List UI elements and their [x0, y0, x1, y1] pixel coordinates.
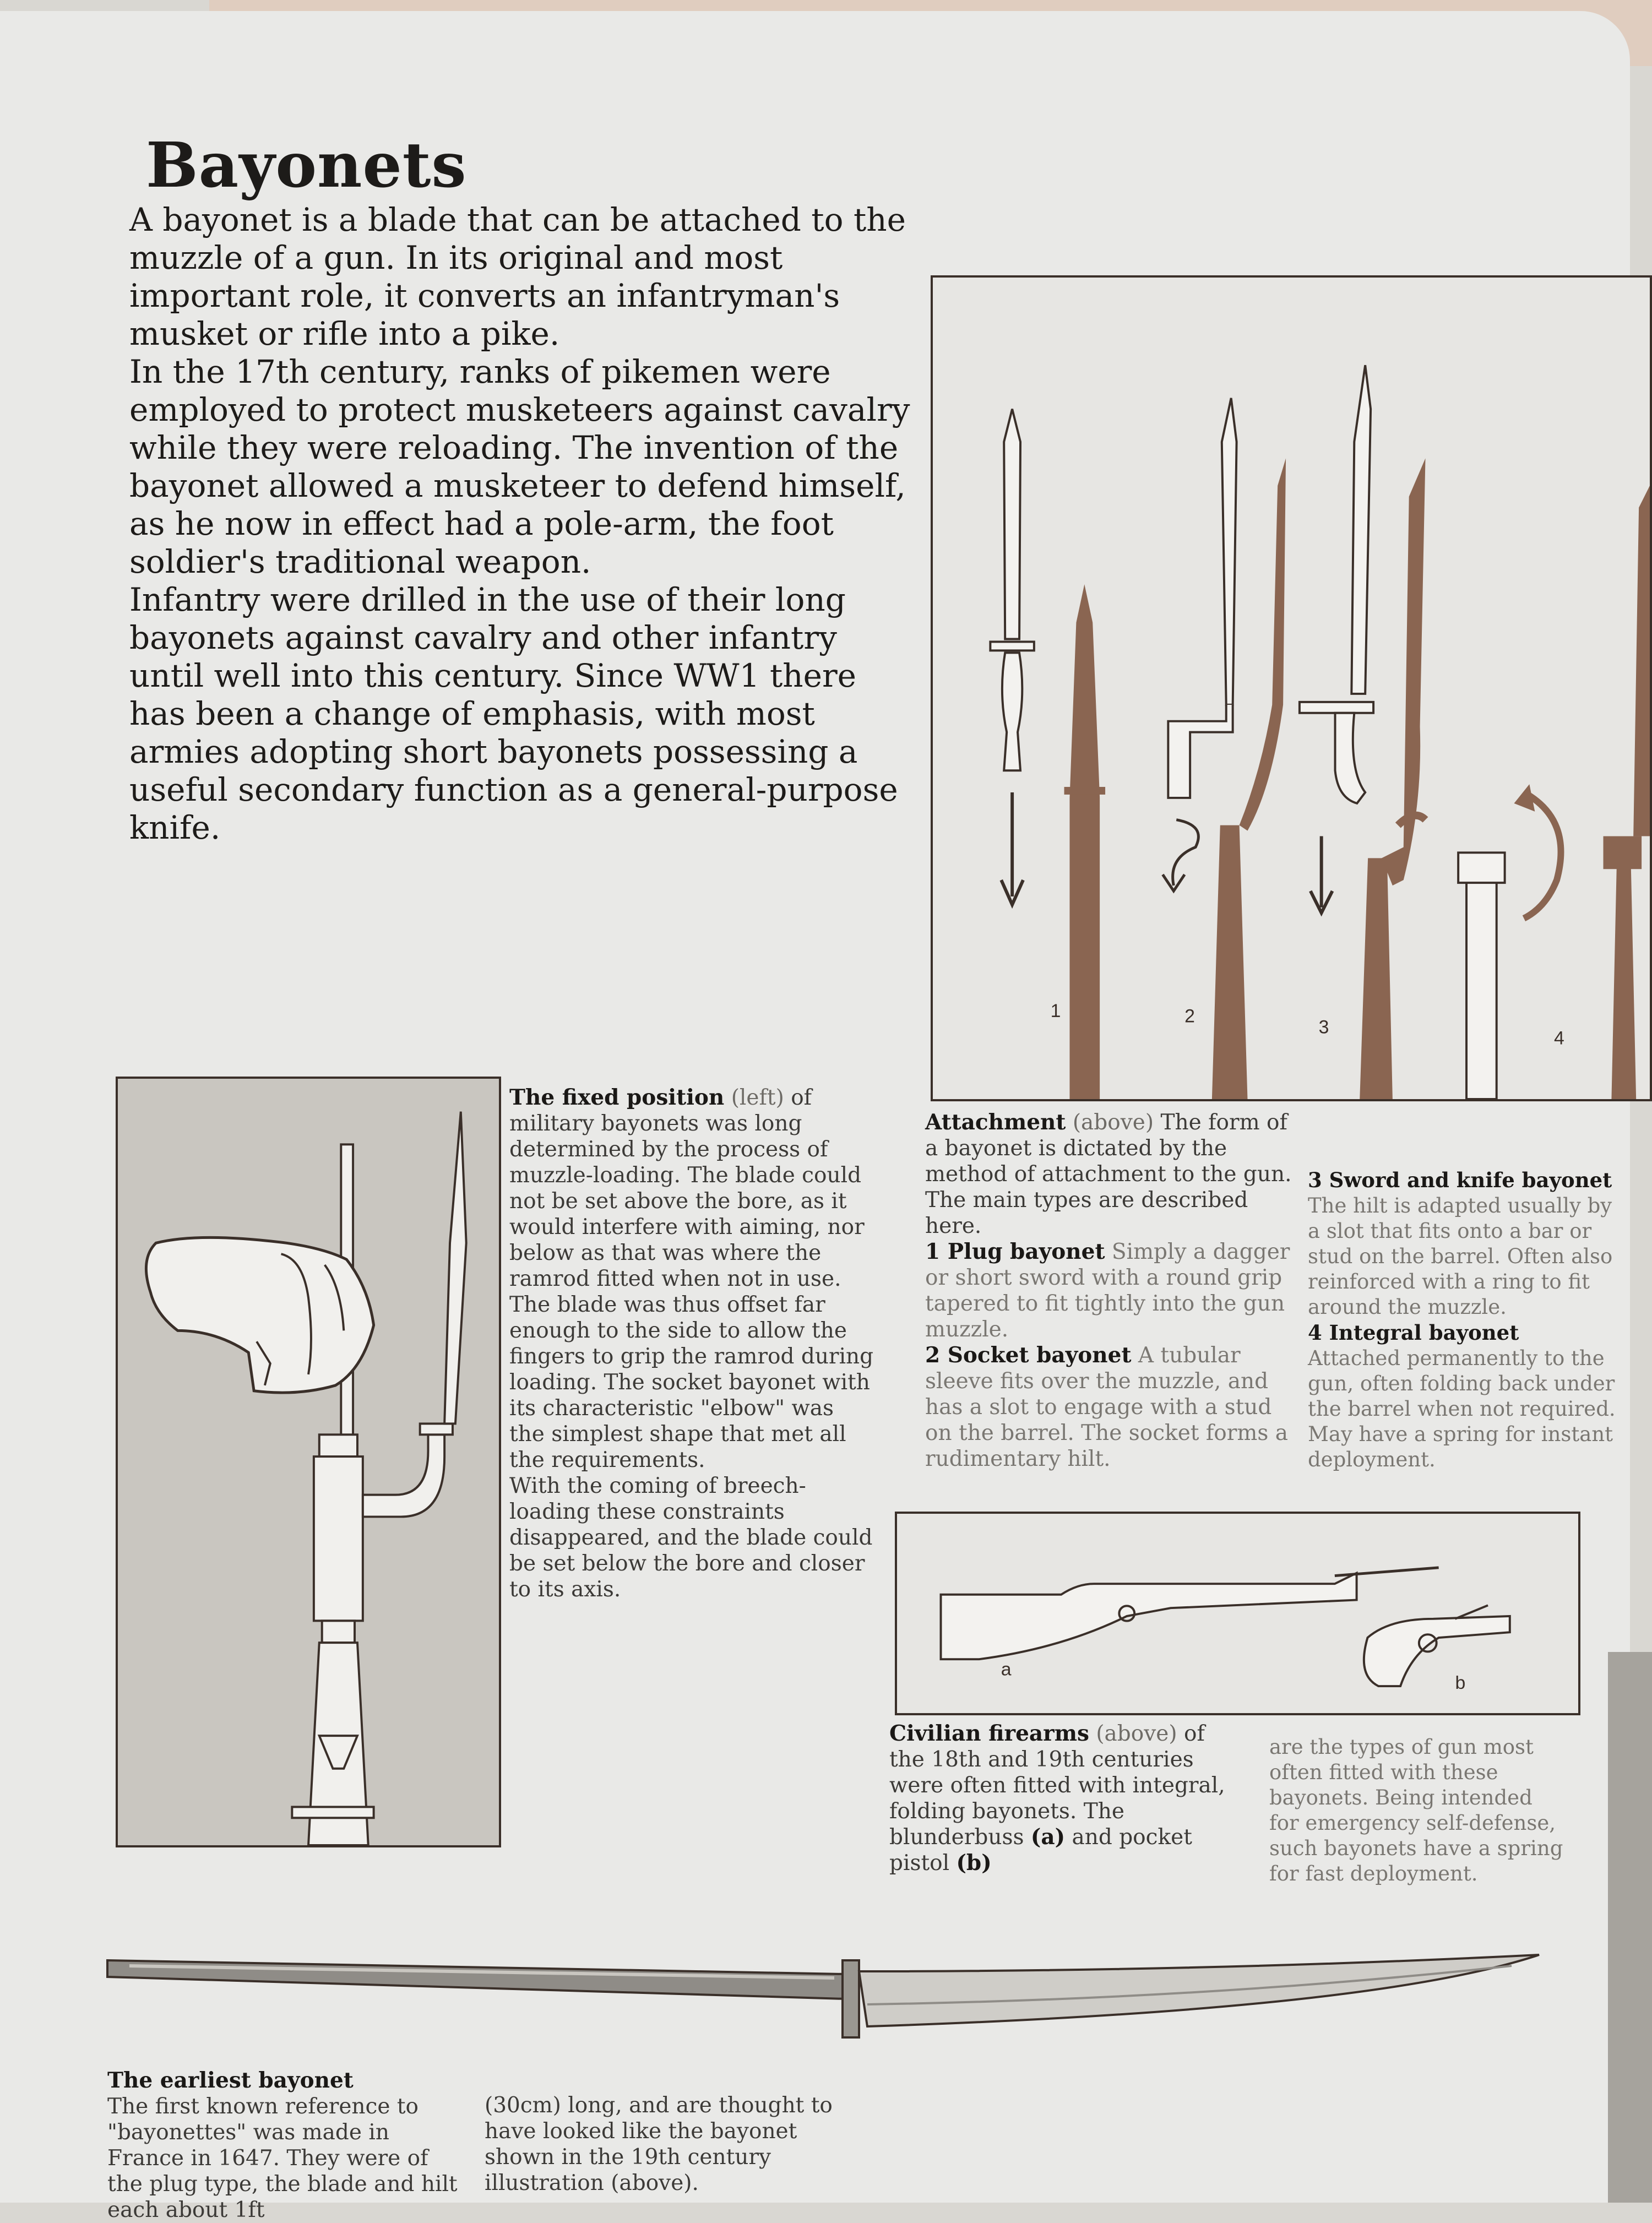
fixed-position-title: The fixed position — [509, 1085, 725, 1110]
earliest-caption-col2 — [485, 2092, 837, 2203]
fixed-position-caption — [509, 1085, 876, 1602]
plug-bayonet-name: 1 Plug bayonet — [925, 1239, 1105, 1264]
civilian-ref-b: (b) — [956, 1850, 992, 1876]
sword-bayonet-illustration — [1300, 365, 1426, 1099]
attachment-figure — [931, 275, 1652, 1101]
musket-and-socket-illustration — [292, 1112, 466, 1845]
civilian-title: Civilian firearms — [889, 1721, 1089, 1746]
figure-number-1: 1 — [1050, 1000, 1061, 1021]
attachment-paren: (above) — [1072, 1110, 1154, 1135]
intro-paragraph-2: In the 17th century, ranks of pikemen were employed to protect musketeers against cavalry while they were reloading. The invention of the bayonet allowed a musketeer to defend himself, as he now in effect had a pole-arm, the foot soldier's traditional weapon. — [129, 353, 910, 580]
civilian-text-and: and pocket pistol — [889, 1825, 1192, 1876]
civilian-ref-a: (a) — [1030, 1824, 1066, 1850]
sword-bayonet-text: The hilt is adapted usually by a slot that fits onto a bar or stud on the barrel. Often also reinforced with a ring to fit around the muzzle. — [1308, 1194, 1613, 1319]
civilian-caption-col1 — [889, 1721, 1231, 1876]
fixed-position-text-1: of military bayonets was long determined by the process of muzzle-loading. The blade could not be set above the bore, as it would interfere with aiming, nor below as that was where the ramrod fitted when not in use. The blade was thus offset far enough to the side to allow the fingers to grip the ramrod during loading. The socket bayonet with its characteristic "elbow" was the simplest shape that met all the requirements. — [509, 1085, 874, 1472]
civilian-label-a: a — [1001, 1659, 1012, 1680]
earliest-caption-col1 — [107, 2068, 465, 2222]
blunderbuss-illustration — [941, 1568, 1438, 1659]
attachment-caption-col1 — [925, 1110, 1300, 1472]
civilian-firearms-figure — [895, 1512, 1580, 1715]
intro-paragraph-3: Infantry were drilled in the use of their long bayonets against cavalry and other infantry until well into this century. Since WW1 there has been a change of emphasis, with most armies adopting short bayonets possessing a useful secondary function as a general-purpose knife. — [129, 581, 898, 846]
attachment-caption-col2 — [1308, 1167, 1616, 1472]
civilian-text-a: of the 18th and 19th centuries were often fitted with integral, folding bayonets. The blunderbuss — [889, 1721, 1225, 1850]
earliest-text-1: The first known reference to "bayonettes" was made in France in 1647. They were of the plug type, the blade and hilt each about 1ft — [107, 2094, 458, 2222]
pocket-pistol-illustration — [1364, 1605, 1510, 1686]
integral-bayonet-name: 4 Integral bayonet — [1308, 1320, 1519, 1345]
fixed-position-text-2: With the coming of breech-loading these constraints disappeared, and the blade could be set below the bore and closer to its axis. — [509, 1474, 873, 1602]
attachment-intro: The form of a bayonet is dictated by the method of attachment to the gun. The main types are described here. — [925, 1110, 1292, 1238]
figure-number-2: 2 — [1184, 1005, 1195, 1027]
earliest-text-2: (30cm) long, and are thought to have looked like the bayonet shown in the 19th century illustration (above). — [485, 2093, 833, 2195]
civilian-paren: (above) — [1096, 1721, 1177, 1746]
civilian-text-b: are the types of gun most often fitted with these bayonets. Being intended for emergency self-defense, such bayonets have a spring for fast deployment. — [1269, 1735, 1563, 1885]
socket-bayonet-illustration — [1162, 398, 1286, 1099]
intro-paragraph-1: A bayonet is a blade that can be attached to the muzzle of a gun. In its original and most important role, it converts an infantryman's musket or rifle into a pike. — [129, 201, 906, 352]
integral-bayonet-illustration — [1458, 486, 1650, 1099]
earliest-bayonet-illustration — [107, 1944, 1550, 2048]
page-edge — [1608, 1652, 1652, 2203]
socket-bayonet-name: 2 Socket bayonet — [925, 1343, 1132, 1368]
civilian-label-b: b — [1455, 1673, 1466, 1693]
sword-bayonet-name: 3 Sword and knife bayonet — [1308, 1168, 1612, 1192]
intro-text — [129, 201, 917, 847]
fixed-position-figure — [116, 1077, 501, 1847]
attachment-title: Attachment — [925, 1110, 1066, 1135]
socket-bayonet-text: A tubular sleeve fits over the muzzle, and has a slot to engage with a stud on the barrel. The socket forms a rudimentary hilt. — [925, 1343, 1289, 1471]
plug-bayonet-text: Simply a dagger or short sword with a round grip tapered to fit tightly into the gun muzzle. — [925, 1240, 1290, 1342]
figure-number-3: 3 — [1318, 1017, 1329, 1038]
figure-number-4: 4 — [1554, 1028, 1564, 1049]
page-title: Bayonets — [146, 129, 467, 202]
fixed-position-paren: (left) — [731, 1085, 784, 1110]
civilian-caption-col2 — [1269, 1735, 1567, 1887]
earliest-title: The earliest bayonet — [107, 2068, 354, 2093]
plug-bayonet-illustration — [990, 409, 1105, 1099]
integral-bayonet-text: Attached permanently to the gun, often folding back under the barrel when not required. May have a spring for instant deployment. — [1308, 1346, 1616, 1471]
